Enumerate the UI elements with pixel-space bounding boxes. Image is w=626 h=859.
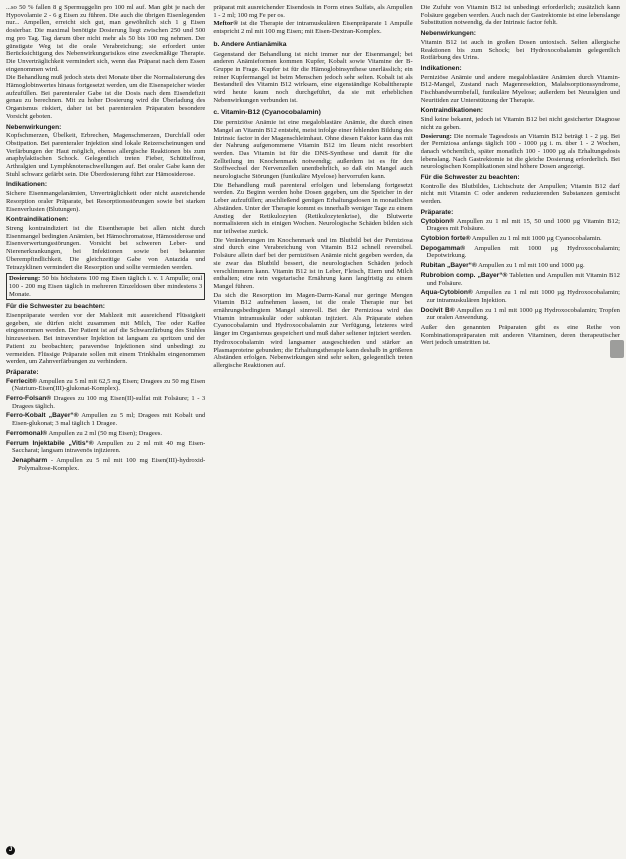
heading-schwester: Für die Schwester zu beachten: bbox=[6, 303, 105, 311]
paragraph: Hydroxocobalamin wird langsamer ausgeschieden und stärker an Plasmaproteine gebunden; die Erhaltungstherapie kann deshalb in größeren Abständen erfolgen. Nebenwirkungen sind sehr selten, gelegentlich treten allergische Reaktionen auf. bbox=[213, 338, 413, 369]
preparation-text: Ampullen zu 1 ml mit 1000 µg Cyanocobalamin. bbox=[471, 234, 602, 242]
dosage-label: Dosierung: bbox=[420, 132, 452, 140]
heading-kontraindikationen: Kontraindikationen: bbox=[6, 216, 69, 224]
preparation-text: Ampullen zu 1 ml mit 1000 µg Hydroxocobalamin; zur intramuskulären Injektion. bbox=[426, 289, 620, 304]
heading-nebenwirkungen: Nebenwirkungen: bbox=[6, 123, 62, 131]
preparation-name: Ferromonal® bbox=[6, 429, 48, 437]
preparation-item bbox=[421, 235, 620, 243]
paragraph: Sichere Eisenmangelanämien, Unverträglichkeit oder nicht ausreichende Resorption oraler Präparate, bei Resorptionsstörungen sowie bei starken Eisenverlusten (Blutungen). bbox=[6, 190, 206, 213]
paragraph: ...so 50 % fallen 8 g Spermuggelin pro 100 ml auf. Man gibt je nach der Hypovolamie 2 - 6 g Eisen zu führen. Die auch die übrigen Eisenlegenden nur... Ampellen, erreicht sich gut, man gewöhnlich sich 1 g Eisen dosierbar. Die maximal benötigte Dosierung liegt zwischen 250 und 500 mg pro Tag. Tag darum über nicht mehr als 50 bis 100 mg nehmen. Der günstigste Weg ist die orale Verabreichung; sie erfordert unter Berücksichtigung des Nebenwirkungsrisikos eine zweckmäßige Therapie. Die Unverträglichkeit vermindert sich, wenn das Präparat nach dem Essen eingenommen wird. bbox=[6, 4, 206, 73]
paragraph: Die Behandlung muß jedoch stets drei Monate über die Normalisierung des Hämoglobinwertes hinaus fortgesetzt werden, um die Eisenspeicher wieder aufzufüllen. Bei parenteraler Gabe ist die Dosis nach dem Eisendefizit genau zu berechnen. Mit zu hoher Dosierung wird die Überladung des Organismus riskiert, daher ist bei parenteralen Präparaten besondere Vorsicht geboten. bbox=[6, 74, 206, 120]
heading-nebenwirkungen: Nebenwirkungen: bbox=[420, 30, 476, 38]
preparation-item bbox=[6, 440, 205, 455]
paragraph: Kopfschmerzen, Übelkeit, Erbrechen, Magenschmerzen, Durchfall oder Obstipation. Bei parenteraler Injektion sind lokale Reizerscheinungen und Verfärbungen der Haut möglich, ebenso allergische Reaktionen bis zum anaphylaktischen Schock. Gelegentlich treten Fieber, Schüttelfrost, Arthralgien und Lymphknotenschwellungen auf. Bei oraler Gabe kann der Stuhl schwarz gefärbt sein. Die Überdosierung führt zur Hämosiderose. bbox=[6, 132, 206, 178]
paragraph: präparat mit ausreichender Eisendosis in Form eines Sulfats, als Ampullen 1 - 2 ml; 100 mg Fe per os. bbox=[213, 4, 413, 19]
preparation-item bbox=[421, 307, 620, 322]
page-edge-mark bbox=[610, 340, 624, 358]
paragraph: Kontrolle des Blutbildes, Lichtschutz der Ampullen; Vitamin B12 darf nicht mit Vitamin C oder anderen reduzierenden Substanzen gemischt werden. bbox=[420, 182, 620, 206]
preparation-text: ist die Therapie der intramuskulären Eisenpräparate 1 Ampulle entspricht 2 ml mit 100 mg Eisen; mit Eisen-Dextran-Komplex. bbox=[213, 20, 413, 36]
preparation-item bbox=[421, 218, 620, 233]
preparation-name: Ferrlecit® bbox=[6, 377, 37, 385]
preparation-text: Ampullen zu 1 ml mit 100 und 1000 µg. bbox=[478, 262, 585, 270]
heading-indikationen: Indikationen: bbox=[6, 181, 48, 189]
heading-kontraindikationen: Kontraindikationen: bbox=[420, 107, 483, 115]
paragraph bbox=[213, 20, 412, 35]
preparation-name: Ferrum Injektabile „Vitis“® bbox=[6, 439, 94, 447]
preparation-text: Ampullen zu 2 ml mit 40 mg Eisen-Saccharat; langsam intravenös injizieren. bbox=[12, 439, 206, 455]
preparation-name: Ferro-Kobalt „Bayer“® bbox=[6, 412, 79, 420]
preparation-text: Ampullen zu 1 ml mit 1000 µg Hydroxocobalamin; Tropfen zur oralen Anwendung. bbox=[426, 306, 620, 322]
preparation-text: Dragees zu 100 mg Eisen(II)-sulfat mit Folsäure; 1 - 3 Dragees täglich. bbox=[12, 395, 206, 410]
preparation-item bbox=[6, 378, 205, 393]
preparation-name: Cytobion® bbox=[420, 217, 455, 225]
preparation-text: Ampullen zu 5 ml mit 62,5 mg Eisen; Dragees zu 50 mg Eisen (Natrium-Eisen(III)-glukonat-Komplex). bbox=[12, 377, 206, 393]
dosage-text: Die normale Tagesdosis an Vitamin B12 beträgt 1 - 2 µg. Bei der Perniziosa anfangs täglich 100 - 1000 µg i. m. über 1 - 2 Wochen, danach wöchentlich, später monatlich 100 - 1000 µg als Erhaltungsdosis lebenslang. Nach Gastrektomie ist die gleiche Dosierung erforderlich. Bei neurologischen Komplikationen sind höhere Dosen angezeigt. bbox=[420, 132, 620, 171]
preparation-item bbox=[421, 262, 620, 270]
column-middle bbox=[213, 4, 412, 855]
preparation-name: Ferro-Folsan® bbox=[6, 395, 52, 403]
heading-schwester: Für die Schwester zu beachten: bbox=[420, 174, 520, 182]
preparation-text: Tabletten und Ampullen mit Vitamin B12 und Folsäure. bbox=[426, 271, 620, 287]
preparation-text: Ampullen zu 2 ml (50 mg Eisen); Dragees. bbox=[48, 429, 162, 437]
preparation-item bbox=[421, 272, 620, 287]
paragraph: Da sich die Resorption im Magen-Darm-Kanal nur geringe Mengen Vitamin B12 aufnehmen lassen, ist die orale Therapie nur bei ernährungsbedingtem Mangel sinnvoll. Bei der Perniziosa wird das Vitamin intramuskulär oder subkutan injiziert. Als Präparate stehen Cyanocobalamin und Hydroxocobalamin zur Verfügung, letzteres wird länger im Organismus gespeichert und muß daher seltener injiziert werden. bbox=[213, 291, 413, 338]
preparation-text: Ampullen mit 1000 µg Hydroxocobalamin; Depotwirkung. bbox=[426, 244, 620, 260]
preparation-text: - Ampullen zu 5 ml mit 100 mg Eisen(III)-hydroxid-Polymaltose-Komplex. bbox=[18, 456, 206, 472]
preparation-item bbox=[6, 412, 205, 427]
paragraph: Außer den genannten Präparaten gibt es eine Reihe von Kombinationspräparaten mit anderen Vitaminen, deren therapeutischer Wert jedoch umstritten ist. bbox=[420, 324, 620, 347]
heading-praeparate: Präparate: bbox=[6, 368, 39, 376]
preparation-item bbox=[6, 430, 205, 438]
paragraph: Gegenstand der Behandlung ist nicht immer nur der Eisenmangel; bei anderen Anämieformen kommen Kupfer, Kobalt sowie Vitamine der B-Gruppe in Frage. Kupfer ist für die Hämoglobinsynthese unerlässlich; ein reiner Kupfermangel ist beim Menschen jedoch sehr selten. Kobalt ist als Bestandteil des Vitamin B12 wirksam, eine eigenständige Kobalttherapie wird heute kaum noch durchgeführt, da sie mit erheblichen Nebenwirkungen verbunden ist. bbox=[213, 50, 413, 104]
paragraph: Perniziöse Anämie und andere megaloblastäre Anämien durch Vitamin-B12-Mangel, Zustand nach Magenresektion, Malabsorptionssyndrome, Fischbandwurmbefall, funikuläre Myelose; außerdem bei Neuralgien und Neuritiden zur Unterstützung der Therapie. bbox=[420, 73, 620, 104]
preparation-name: Depogamma® bbox=[420, 244, 466, 252]
paragraph: Eisenpräparate werden vor der Mahlzeit mit ausreichend Flüssigkeit gegeben, sie dürfen nicht zusammen mit Milch, Tee oder Kaffee eingenommen werden. Der Patient ist auf die Schwarzfärbung des Stuhles hinzuweisen. Bei intravenöser Injektion ist langsam zu spritzen und der Patient zu beobachten; paravenöse Injektionen sind unbedingt zu vermeiden. Flüssige Präparate sollen mit einem Trinkhalm eingenommen werden, um Zahnverfärbungen zu verhindern. bbox=[6, 312, 206, 366]
preparation-name: Rubrobion comp. „Bayer“® bbox=[420, 271, 508, 279]
paragraph: Die Zufuhr von Vitamin B12 ist unbedingt erforderlich; zusätzlich kann Folsäure gegeben werden. Auch nach der Gastrektomie ist eine lebenslange Substitution notwendig, da der Intrinsic factor fehlt. bbox=[420, 4, 620, 27]
preparation-item bbox=[6, 395, 205, 410]
paragraph: Die Behandlung muß parenteral erfolgen und lebenslang fortgesetzt werden. Zu Beginn werden hohe Dosen gegeben, um die Speicher in der Leber aufzufüllen; anschließend genügen Erhaltungsdosen in monatlichen Abständen. Unter der Therapie kommt es innerhalb weniger Tage zu einem Anstieg der Retikulozyten (Retikulozytenkrise), die Blutwerte normalisieren sich in einigen Wochen. Neurologische Schäden bilden sich nur teilweise zurück. bbox=[213, 181, 413, 235]
heading-praeparate: Präparate: bbox=[420, 208, 454, 216]
preparation-name: Cytobion forte® bbox=[420, 234, 471, 242]
preparation-name: Aqua-Cytobion® bbox=[420, 289, 473, 297]
column-left bbox=[6, 4, 205, 855]
dosage-box bbox=[6, 273, 205, 300]
dosage-paragraph bbox=[421, 133, 620, 172]
heading-indikationen: Indikationen: bbox=[420, 64, 462, 72]
jenapharm-label: Jenapharm bbox=[12, 456, 48, 464]
preparation-name: Meftor® bbox=[213, 20, 239, 28]
paragraph: Die Veränderungen im Knochenmark und im Blutbild bei der Perniziosa sind durch eine Verabreichung von Vitamin B12 schnell reversibel. Folsäure allein darf bei der perniziösen Anämie nicht gegeben werden, da sie zwar das Blutbild bessert, die neurologischen Schäden jedoch verschlimmern kann. Vitamin B12 ist in Leber, Fleisch, Eiern und Milch enthalten; eine rein vegetarische Ernährung kann langfristig zu einem Mangel führen. bbox=[213, 236, 413, 290]
section-heading-c: c. Vitamin-B12 (Cyanocobalamin) bbox=[213, 109, 321, 117]
preparation-text: Ampullen zu 5 ml; Dragees mit Kobalt und Eisen-glukonat; 3 mal täglich 1 Dragee. bbox=[12, 412, 206, 428]
preparation-item bbox=[421, 289, 620, 304]
dosage-label: Dosierung: bbox=[9, 275, 41, 283]
paragraph: Sind keine bekannt, jedoch ist Vitamin B12 bei nicht gesicherter Diagnose nicht zu geben. bbox=[420, 116, 620, 131]
preparation-name: Rubitan „Bayer“® bbox=[420, 262, 477, 270]
column-right bbox=[421, 4, 620, 855]
paragraph: Vitamin B12 ist auch in großen Dosen untoxisch. Selten allergische Reaktionen bis zum Schock; bei Hydroxocobalamin gelegentlich Rotfärbung des Urins. bbox=[420, 38, 620, 62]
dosage-text: 50 bis höchstens 100 mg Eisen täglich i. v. 1 Ampulle; oral 100 - 200 mg Eisen täglich in mehreren Einzeldosen über mindestens 3 Monate. bbox=[9, 275, 203, 298]
preparation-item bbox=[421, 245, 620, 260]
jenapharm-logo-icon: J bbox=[6, 846, 15, 855]
paragraph: Streng kontraindiziert ist die Eisentherapie bei allen nicht durch Eisenmangel bedingten Anämien, bei Hämochromatose, Hämosiderose und Eisenverwertungsstörungen. Vorsicht bei schweren Leber- und Nierenerkrankungen, bei Infektionen sowie bei bekannter Überempfindlichkeit. Die gleichzeitige Gabe von Antazida und Tetrazyklinen vermindert die Resorption und sollte vermieden werden. bbox=[6, 224, 206, 271]
paragraph: Die perniziöse Anämie ist eine megaloblastäre Anämie, die durch einen Mangel an Vitamin B12 entsteht, meist infolge einer fehlenden Bildung des Intrinsic factor in der Magenschleimhaut. Ohne diesen Faktor kann das mit der Nahrung aufgenommene Vitamin B12 im Ileum nicht resorbiert werden. Das Vitamin ist für die DNS-Synthese und damit für die Zellteilung im Knochenmark notwendig; außerdem ist es für den Stoffwechsel der Nervenzellen unentbehrlich, so daß ein Mangel auch neurologische Störungen (funikuläre Myelose) hervorrufen kann. bbox=[213, 119, 413, 181]
footer-preparation bbox=[6, 457, 205, 472]
preparation-name: Docivit B® bbox=[420, 306, 455, 314]
preparation-text: Ampullen zu 1 ml mit 15, 50 und 1000 µg Vitamin B12; Dragees mit Folsäure. bbox=[426, 217, 620, 233]
section-heading-b: b. Andere Antianämika bbox=[213, 40, 287, 48]
